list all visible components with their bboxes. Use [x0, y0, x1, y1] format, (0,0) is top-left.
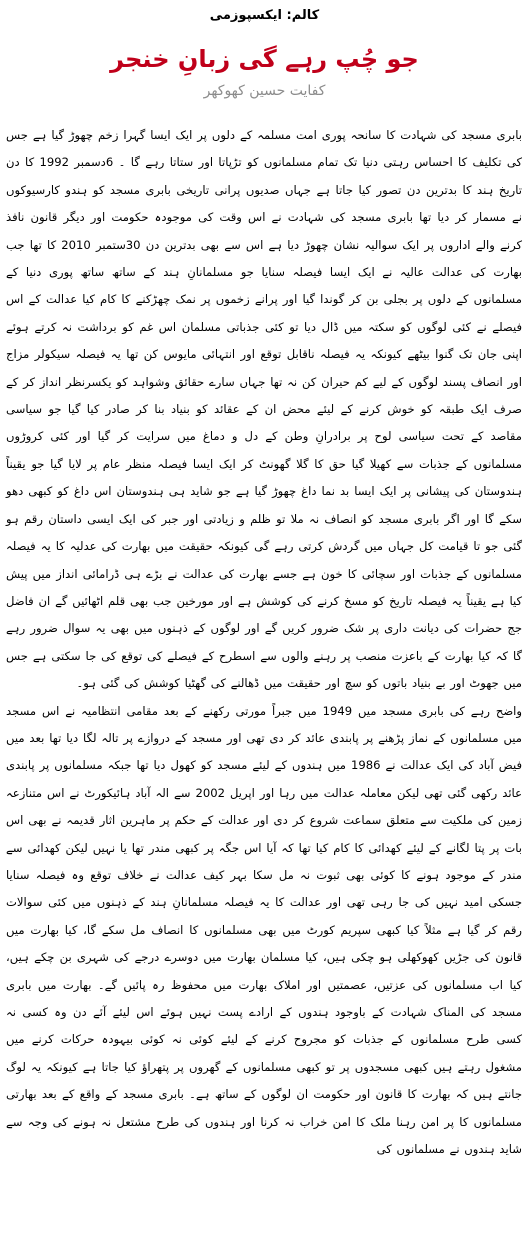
article-header: [0, 0, 529, 99]
column-label: کالم: ایکسپوزمی: [209, 8, 320, 23]
article-body: [6, 122, 522, 1163]
author-name: کفایت حسین کھوکھر: [203, 83, 326, 99]
paragraph-2: واضح رہے کی بابری مسجد میں 1949 میں جبراً مورتی رکھنے کے بعد مقامی انتظامیہ نے اس مسجد میں مسلمانوں کے نماز پڑھنے پر پابندی عائد کر دی تھی اور مسجد کے دروازے پر تالہ لگا دیا تھا بعد میں فیض آباد کی ایک عدالت نے 1986 میں ہندوں کے لیئے مسجد کو کھول دیا تھا جبکہ مسلمانوں پر پابندی عائد رکھی گئی تھی لیکن معاملہ عدالت میں رہا اور اپریل 2002 سے الہ آباد ہائیکورٹ نے اس متنازعہ زمین کی ملکیت سے متعلق سماعت شروع کر دی اور عدالت کے حکم پر ماہرین اثار قدیمہ نے بھی اس بات پر پتا لگانے کے لیئے کھدائی کا کام کیا تھا کہ آیا اس جگہ پر کبھی مندر تھا یا نہیں لیکن کھدائی سے مندر کے موجود ہونے کا کوئی بھی ثبوت نہ مل سکا بہر کیف عدالت نے خلاف توقع وہ فیصلہ سنایا جسکی امید نہیں کی جا رہی تھی اور عدالت کا یہ فیصلہ مسلمانانِ ہند کے ذہنوں میں کئی سوالات رقم کر گیا ہے مثلاً کیا کبھی سپریم کورٹ میں بھی مسلمانوں کا انصاف مل سکے گا، کیا بھارت میں قانون کی جڑیں کھوکھلی ہو چکی ہیں، کیا مسلمان بھارت میں دوسرے درجے کی شہری بن چکے ہیں، کیا اب مسلمانوں کی عزتیں، عصمتیں اور املاک بھارت میں محفوظ رہ پائیں گے۔ بھارت میں بابری مسجد کی المناک شہادت کے باوجود ہندوں کے ارادے پست نہیں ہوئے اس لیئے آئے دن وہ کسی نہ کسی طرح مسلمانوں کے جذبات کو مجروح کرنے کے لیئے کوئی نہ کوئی بیہودہ حرکات کرنے میں مشغول رہتے ہیں کبھی مسجدوں پر تو کبھی مسلمانوں کے گھروں پر پتھراؤ کیا جاتا ہے کیونکہ یہ لوگ جانتے ہیں کہ بھارت کا قانون اور حکومت ان لوگوں کے ساتھ ہے۔ بابری مسجد کے واقع کے بعد بھارتی مسلمانوں کا پر امن رہنا ملک کا امن خراب نہ کرنا اور ہندوں کی طرح مشتعل نہ ہونے کی وجہ سے شاید ہندوں نے مسلمانوں کی: [6, 703, 522, 1157]
paragraph-1: بابری مسجد کی شہادت کا سانحہ پوری امت مسلمہ کے دلوں پر ایک ایسا گہرا زخم چھوڑ گیا ہے جس کی تکلیف کا احساس رہتی دنیا تک تمام مسلمانوں کو تڑپاتا اور ستاتا رہے گا ۔ 6دسمبر 1992 کا دن تاریخ ہند کا بدترین دن تصور کیا جاتا ہے جہاں صدیوں پرانی تاریخی بابری مسجد کو ہندو کارسیوکوں نے مسمار کر دیا تھا بابری مسجد کی شہادت نے اس وقت کی موجودہ حکومت اور دیگر قانون نافذ کرنے والے اداروں پر ایک سوالیہ نشان چھوڑ دیا ہے اس سے بھی بدترین دن 30ستمبر 2010 کا تھا جب بھارت کی عدالت عالیہ نے ایک ایسا فیصلہ سنایا جو مسلمانانِ ہند کے ساتھ ساتھ پوری دنیا کے مسلمانوں کے دلوں پر بجلی بن کر گوندا گیا اور پرانے زخموں پر نمک چھڑکنے کا کام کیا عدالت کے اس فیصلے نے کئی لوگوں کو سکتہ میں ڈال دیا تو کئی جذباتی مسلمان اس غم کو برداشت نہ کرتے ہوئے اپنی جان تک گنوا بیٹھے کیونکہ یہ فیصلہ ناقابل توقع اور انتہائی مایوس کن تھا یہ فیصلہ سیکولر مزاج اور انصاف پسند لوگوں کے لیے کم حیران کن نہ تھا جہاں سارے حقائق وشواہد کو یکسرنظر انداز کر کے صرف ایک طبقہ کو خوش کرنے کے لیئے محض ان کے عقائد کو بنیاد بنا کر صادر کیا گیا جو سیاسی مقاصد کے تحت سیاسی لوح پر برادرانِ وطن کے دل و دماغ میں سرایت کر گیا اور کئی کروڑوں مسلمانوں کے جذبات سے کھیلا گیا حق کا گلا گھونٹ کر ایک ایسا فیصلہ منظر عام پر لایا گیا جو یقیناً ہندوستان کی پیشانی پر ایک ایسا بد نما داغ چھوڑ گیا ہے جو شاید ہی ہندوستان اس داغ کو کبھی دھو سکے گا اور اگر بابری مسجد کو انصاف نہ ملا تو ظلم و زیادتی اور جبر کی ایک ایسی داستان رقم ہو گئی جو تا قیامت کل جہاں میں گردش کرتی رہے گی کیونکہ حقیقت میں بھارت کی عدلیہ کا یہ فیصلہ مسلمانوں کے جذبات اور سچائی کا خون ہے جسے بھارت کی عدالت نے بڑے ہی ڈرامائی انداز میں پیش کیا ہے یقیناً یہ فیصلہ تاریخ کو مسخ کرنے کی کوشش ہے اور مورخین جب بھی قلم اٹھائیں گے ان فاضل جج حضرات کی دیانت داری پر شک ضرور کریں گے اور لوگوں کے ذہنوں میں بھی یہ سوال ضرور رہے گا کہ کیا بھارت کے باعزت منصب پر رہنے والوں سے اسطرح کے فیصلے کی توقع کی جا سکتی ہے جس میں جھوٹ اور بے بنیاد باتوں کو سچ اور حقیقت میں ڈھالنے کی گھٹیا کوشش کی گئی ہو۔: [6, 128, 522, 691]
article-title: جو چُپ رہے گی زبانِ خنجر: [110, 45, 419, 73]
